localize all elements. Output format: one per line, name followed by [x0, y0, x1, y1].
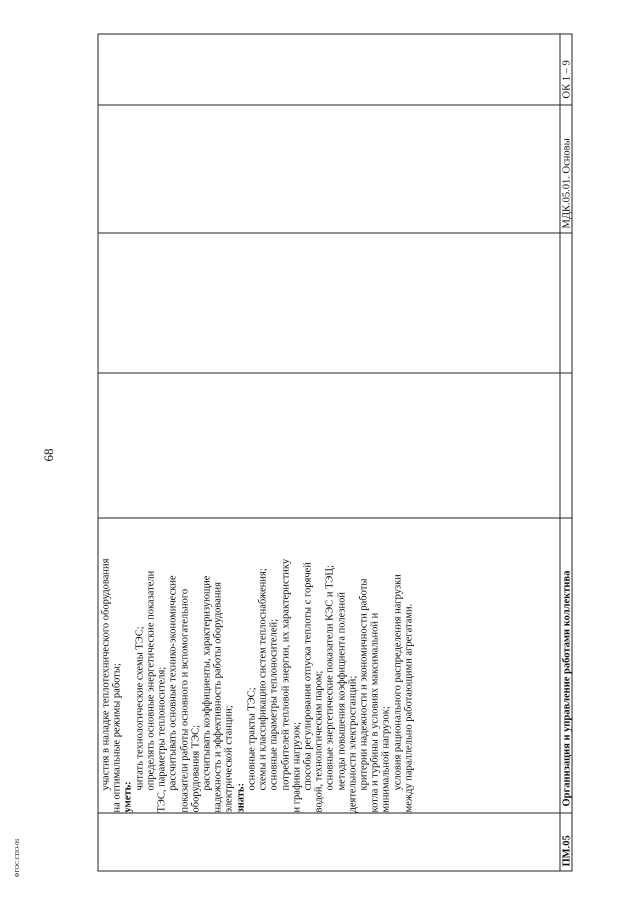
row-divider [560, 35, 561, 871]
mdk-title: МДК.05.01. Основы [561, 138, 573, 229]
content-line: критерии надежности и экономичности работы [358, 578, 370, 791]
content-line: читать технологические схемы ТЭС; [134, 626, 146, 791]
page-number: 68 [41, 448, 56, 462]
table-column-mdk [99, 105, 572, 233]
content-line: электрической станции; [223, 705, 235, 813]
content-line: на оптимальные режимы работы; [111, 663, 123, 813]
competency-table [98, 34, 573, 872]
table-column-code [99, 813, 572, 871]
content-line: водой, технологическим паром; [313, 670, 325, 813]
content-line: схемы и классификацию систем теплоснабжения; [257, 568, 269, 791]
table-column-competences [99, 33, 572, 105]
content-line: оборудования ТЭС; [190, 724, 202, 813]
content-line: надежность и эффективность работы оборудования [212, 582, 224, 813]
content-line: участия в наладке теплотехнического оборудования [100, 558, 112, 791]
content-line: условия рационального распределения нагрузки [392, 574, 404, 791]
competences-code: ОК 1 – 9 [561, 60, 573, 99]
module-title: Организация и управление работами коллектива [561, 570, 573, 807]
section-heading: знать: [235, 783, 247, 813]
content-line: определять основные энергетические показатели [145, 570, 157, 791]
knowledge-skills-list [101, 520, 415, 813]
content-line: рассчитывать основные технико-экономические [167, 575, 179, 791]
content-line: котла и турбины в условиях максимальной и [369, 612, 381, 813]
content-line: ТЭС, параметры теплоносителя; [156, 666, 168, 813]
content-line: потребителей тепловой энергии, их характеристику [280, 558, 291, 791]
content-line: минимальной нагрузок; [380, 706, 392, 813]
table-column-hours-2 [99, 233, 572, 373]
content-line: основные тракты ТЭС; [246, 687, 258, 791]
rotated-table-block [98, 34, 573, 872]
content-line: основные энергетические показатели КЭС и ТЭЦ; [324, 565, 336, 791]
content-line: способы регулирования отпуска теплоты с горячей [302, 562, 314, 791]
content-line: деятельности электростанций; [347, 675, 359, 813]
content-line: между параллельно работающими агрегатами. [403, 603, 415, 813]
content-line: методы повышения коэффициента полезной [336, 591, 348, 791]
content-line: и графики нагрузок; [291, 721, 303, 813]
content-line: показатели работы основного и вспомогательного [179, 588, 191, 813]
content-line: основные параметры теплоносителей; [268, 618, 280, 791]
footer-code: ФГОС СПО-06 [15, 838, 21, 878]
module-code: ПМ.05 [561, 835, 573, 867]
section-heading: уметь: [122, 781, 134, 813]
content-line: рассчитывать коэффициенты, характеризующие [201, 575, 213, 791]
table-column-hours [99, 373, 572, 518]
